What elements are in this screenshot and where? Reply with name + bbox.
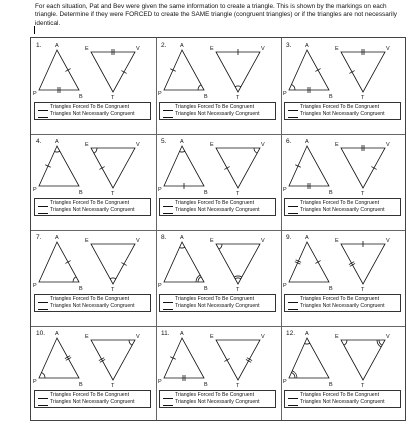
answer-blank[interactable]	[38, 304, 48, 310]
congruence-mark	[371, 167, 376, 170]
triangle-abp	[164, 50, 204, 90]
answer-box	[34, 198, 151, 216]
option-forced-label: Triangles Forced To Be Congruent	[175, 104, 255, 110]
vertex-label-b: B	[204, 286, 208, 292]
option-not-necessarily[interactable]	[288, 111, 400, 118]
answer-box	[34, 390, 151, 408]
triangle-pair-figure	[156, 134, 281, 196]
angle-mark	[379, 340, 382, 345]
option-forced-label: Triangles Forced To Be Congruent	[300, 104, 380, 110]
vertex-label-t: T	[111, 287, 115, 292]
problem-cell-8	[156, 230, 281, 326]
triangle-abp	[39, 50, 79, 90]
congruence-mark	[315, 261, 320, 264]
option-forced[interactable]	[163, 200, 275, 207]
congruence-mark	[121, 263, 126, 266]
problem-number: 5.	[161, 138, 167, 145]
vertex-label-v: V	[136, 46, 140, 52]
option-not-necessarily-label: Triangles Not Necessarily Congruent	[300, 303, 385, 310]
option-forced[interactable]	[38, 296, 150, 303]
problem-number: 10.	[36, 330, 46, 337]
problem-cell-6	[281, 134, 406, 230]
vertex-label-v: V	[386, 142, 390, 148]
vertex-label-a: A	[55, 43, 59, 49]
option-forced[interactable]	[38, 104, 150, 111]
vertex-label-v: V	[136, 334, 140, 340]
angle-mark	[234, 276, 242, 277]
triangle-pair-figure	[31, 326, 156, 388]
answer-box	[284, 102, 401, 120]
vertex-label-e: E	[85, 142, 89, 148]
vertex-label-t: T	[111, 383, 115, 388]
triangle-pair-figure	[156, 38, 281, 100]
vertex-label-a: A	[55, 331, 59, 337]
answer-box	[284, 294, 401, 312]
triangle-evt	[341, 340, 385, 380]
problem-number: 3.	[286, 42, 292, 49]
triangle-pair-figure	[31, 230, 156, 292]
option-forced[interactable]	[163, 296, 275, 303]
vertex-label-p: P	[33, 379, 37, 385]
congruence-mark	[315, 69, 320, 72]
vertex-label-a: A	[180, 43, 184, 49]
vertex-label-a: A	[305, 235, 309, 241]
vertex-label-v: V	[261, 46, 265, 52]
angle-mark	[55, 151, 60, 152]
vertex-label-b: B	[79, 382, 83, 388]
option-not-necessarily[interactable]	[163, 399, 275, 406]
problem-cell-11	[156, 326, 281, 422]
vertex-label-t: T	[236, 287, 240, 292]
option-forced-label: Triangles Forced To Be Congruent	[300, 296, 380, 302]
problem-cell-3	[281, 38, 406, 134]
vertex-label-t: T	[236, 191, 240, 196]
answer-box	[159, 198, 276, 216]
problem-number: 1.	[36, 42, 42, 49]
vertex-label-b: B	[329, 94, 333, 100]
answer-blank[interactable]	[38, 208, 48, 214]
answer-blank[interactable]	[288, 112, 298, 118]
option-forced-label: Triangles Forced To Be Congruent	[175, 200, 255, 206]
vertex-label-e: E	[85, 238, 89, 244]
option-forced[interactable]	[163, 392, 275, 399]
option-not-necessarily-label: Triangles Not Necessarily Congruent	[50, 303, 135, 310]
option-forced-label: Triangles Forced To Be Congruent	[50, 200, 130, 206]
triangle-pair-figure	[281, 38, 406, 100]
worksheet-grid	[30, 37, 406, 421]
triangle-evt	[91, 340, 135, 380]
vertex-label-b: B	[329, 382, 333, 388]
triangle-abp	[164, 338, 204, 378]
vertex-label-t: T	[111, 95, 115, 100]
option-not-necessarily[interactable]	[38, 399, 150, 406]
triangle-pair-figure	[156, 326, 281, 388]
congruence-mark	[224, 359, 229, 362]
vertex-label-a: A	[180, 331, 184, 337]
vertex-label-t: T	[236, 383, 240, 388]
vertex-label-b: B	[79, 94, 83, 100]
option-not-necessarily[interactable]	[38, 303, 150, 310]
vertex-label-v: V	[261, 334, 265, 340]
angle-mark	[305, 343, 310, 344]
triangle-abp	[289, 50, 329, 90]
vertex-label-e: E	[85, 46, 89, 52]
vertex-label-b: B	[329, 190, 333, 196]
answer-box	[159, 390, 276, 408]
option-forced[interactable]	[288, 392, 400, 399]
vertex-label-b: B	[204, 190, 208, 196]
angle-mark	[291, 373, 295, 378]
angle-mark	[180, 151, 185, 152]
option-not-necessarily-label: Triangles Not Necessarily Congruent	[50, 111, 135, 118]
vertex-label-e: E	[335, 238, 339, 244]
problem-number: 12.	[286, 330, 296, 337]
answer-blank[interactable]	[288, 400, 298, 406]
angle-mark	[198, 277, 201, 282]
congruence-mark	[121, 71, 126, 74]
vertex-label-b: B	[204, 382, 208, 388]
congruence-mark	[224, 167, 229, 170]
triangle-evt	[91, 52, 135, 92]
vertex-label-v: V	[261, 238, 265, 244]
option-forced[interactable]	[288, 200, 400, 207]
vertex-label-v: V	[136, 142, 140, 148]
angle-mark	[235, 86, 241, 87]
vertex-label-t: T	[361, 383, 365, 388]
vertex-label-b: B	[79, 286, 83, 292]
option-not-necessarily-label: Triangles Not Necessarily Congruent	[300, 207, 385, 214]
vertex-label-t: T	[361, 95, 365, 100]
vertex-label-e: E	[335, 142, 339, 148]
problem-cell-10	[31, 326, 156, 422]
angle-mark	[219, 244, 222, 249]
vertex-label-b: B	[79, 190, 83, 196]
vertex-label-a: A	[180, 235, 184, 241]
vertex-label-a: A	[305, 331, 309, 337]
vertex-label-b: B	[329, 286, 333, 292]
angle-mark	[94, 148, 97, 153]
problem-number: 7.	[36, 234, 42, 241]
vertex-label-a: A	[305, 43, 309, 49]
answer-blank[interactable]	[163, 208, 173, 214]
vertex-label-v: V	[386, 238, 390, 244]
problem-number: 6.	[286, 138, 292, 145]
answer-blank[interactable]	[163, 112, 173, 118]
option-not-necessarily[interactable]	[288, 399, 400, 406]
congruence-mark	[349, 71, 354, 74]
vertex-label-p: P	[283, 283, 287, 289]
option-forced-label: Triangles Forced To Be Congruent	[300, 200, 380, 206]
vertex-label-a: A	[180, 139, 184, 145]
triangle-abp	[39, 242, 79, 282]
vertex-label-e: E	[85, 334, 89, 340]
vertex-label-e: E	[335, 46, 339, 52]
problem-cell-12	[281, 326, 406, 422]
angle-mark	[235, 278, 241, 279]
problem-number: 4.	[36, 138, 42, 145]
triangle-abp	[289, 146, 329, 186]
congruence-mark	[65, 69, 70, 72]
triangle-pair-figure	[156, 230, 281, 292]
vertex-label-a: A	[55, 139, 59, 145]
answer-blank[interactable]	[38, 112, 48, 118]
vertex-label-p: P	[33, 91, 37, 97]
vertex-label-p: P	[158, 379, 162, 385]
angle-mark	[41, 373, 45, 378]
vertex-label-t: T	[361, 191, 365, 196]
option-forced-label: Triangles Forced To Be Congruent	[50, 104, 130, 110]
vertex-label-a: A	[305, 139, 309, 145]
angle-mark	[344, 340, 347, 345]
option-not-necessarily[interactable]	[163, 111, 275, 118]
answer-blank[interactable]	[163, 304, 173, 310]
triangle-pair-figure	[281, 326, 406, 388]
vertex-label-e: E	[210, 46, 214, 52]
option-forced-label: Triangles Forced To Be Congruent	[300, 392, 380, 398]
option-not-necessarily[interactable]	[38, 207, 150, 214]
option-not-necessarily[interactable]	[288, 207, 400, 214]
answer-blank[interactable]	[288, 208, 298, 214]
congruence-mark	[99, 167, 104, 170]
problem-cell-1	[31, 38, 156, 134]
option-not-necessarily[interactable]	[163, 207, 275, 214]
option-forced[interactable]	[163, 104, 275, 111]
answer-box	[159, 102, 276, 120]
triangle-pair-figure	[281, 134, 406, 196]
option-not-necessarily[interactable]	[38, 111, 150, 118]
problem-cell-5	[156, 134, 281, 230]
option-forced[interactable]	[288, 104, 400, 111]
vertex-label-v: V	[386, 46, 390, 52]
option-not-necessarily[interactable]	[288, 303, 400, 310]
option-forced-label: Triangles Forced To Be Congruent	[50, 296, 130, 302]
problem-cell-2	[156, 38, 281, 134]
answer-box	[34, 102, 151, 120]
angle-mark	[110, 278, 116, 279]
problem-cell-7	[31, 230, 156, 326]
triangle-evt	[341, 52, 385, 92]
option-forced[interactable]	[38, 200, 150, 207]
problem-number: 8.	[161, 234, 167, 241]
vertex-label-p: P	[283, 379, 287, 385]
option-not-necessarily-label: Triangles Not Necessarily Congruent	[175, 207, 260, 214]
option-not-necessarily-label: Triangles Not Necessarily Congruent	[50, 399, 135, 406]
congruence-mark	[65, 261, 70, 264]
option-forced[interactable]	[288, 296, 400, 303]
instructions-text: For each situation, Pat and Bev were given the same information to create a triangle. This is shown by the markings on each triangle. Determine if they were FORCED to create the SAME triangle (congruent triangles) or if the triangles are not necessarily identical.	[35, 3, 397, 27]
option-not-necessarily-label: Triangles Not Necessarily Congruent	[175, 111, 260, 118]
triangle-evt	[341, 244, 385, 284]
answer-blank[interactable]	[163, 400, 173, 406]
problem-number: 9.	[286, 234, 292, 241]
answer-blank[interactable]	[288, 304, 298, 310]
answer-box	[159, 294, 276, 312]
vertex-label-t: T	[111, 191, 115, 196]
vertex-label-b: B	[204, 94, 208, 100]
option-forced-label: Triangles Forced To Be Congruent	[50, 392, 130, 398]
problem-number: 2.	[161, 42, 167, 49]
triangle-pair-figure	[281, 230, 406, 292]
answer-blank[interactable]	[38, 400, 48, 406]
triangle-evt	[216, 148, 260, 188]
answer-box	[34, 294, 151, 312]
vertex-label-p: P	[158, 283, 162, 289]
vertex-label-v: V	[136, 238, 140, 244]
angle-mark	[198, 85, 201, 90]
vertex-label-p: P	[283, 187, 287, 193]
vertex-label-t: T	[236, 95, 240, 100]
problem-cell-4	[31, 134, 156, 230]
angle-mark	[73, 277, 76, 282]
vertex-label-v: V	[386, 334, 390, 340]
vertex-label-e: E	[335, 334, 339, 340]
option-forced[interactable]	[38, 392, 150, 399]
triangle-abp	[39, 338, 79, 378]
vertex-label-e: E	[210, 142, 214, 148]
option-not-necessarily-label: Triangles Not Necessarily Congruent	[50, 207, 135, 214]
option-not-necessarily-label: Triangles Not Necessarily Congruent	[300, 399, 385, 406]
option-not-necessarily-label: Triangles Not Necessarily Congruent	[300, 111, 385, 118]
triangle-pair-figure	[31, 134, 156, 196]
vertex-label-p: P	[33, 283, 37, 289]
vertex-label-p: P	[33, 187, 37, 193]
vertex-label-t: T	[361, 287, 365, 292]
triangle-evt	[216, 340, 260, 380]
problem-cell-9	[281, 230, 406, 326]
angle-mark	[180, 247, 185, 248]
triangle-evt	[341, 148, 385, 188]
option-not-necessarily-label: Triangles Not Necessarily Congruent	[175, 399, 260, 406]
problem-number: 11.	[161, 330, 170, 337]
triangle-evt	[91, 148, 135, 188]
option-forced-label: Triangles Forced To Be Congruent	[175, 392, 255, 398]
vertex-label-p: P	[158, 187, 162, 193]
option-not-necessarily[interactable]	[163, 303, 275, 310]
option-forced-label: Triangles Forced To Be Congruent	[175, 296, 255, 302]
vertex-label-v: V	[261, 142, 265, 148]
vertex-label-p: P	[158, 91, 162, 97]
answer-box	[284, 390, 401, 408]
angle-mark	[129, 340, 132, 345]
option-not-necessarily-label: Triangles Not Necessarily Congruent	[175, 303, 260, 310]
angle-mark	[254, 148, 257, 153]
angle-mark	[291, 85, 295, 90]
vertex-label-e: E	[210, 334, 214, 340]
vertex-label-a: A	[55, 235, 59, 241]
answer-box	[284, 198, 401, 216]
vertex-label-e: E	[210, 238, 214, 244]
vertex-label-p: P	[283, 91, 287, 97]
text-cursor	[34, 26, 35, 34]
triangle-pair-figure	[31, 38, 156, 100]
